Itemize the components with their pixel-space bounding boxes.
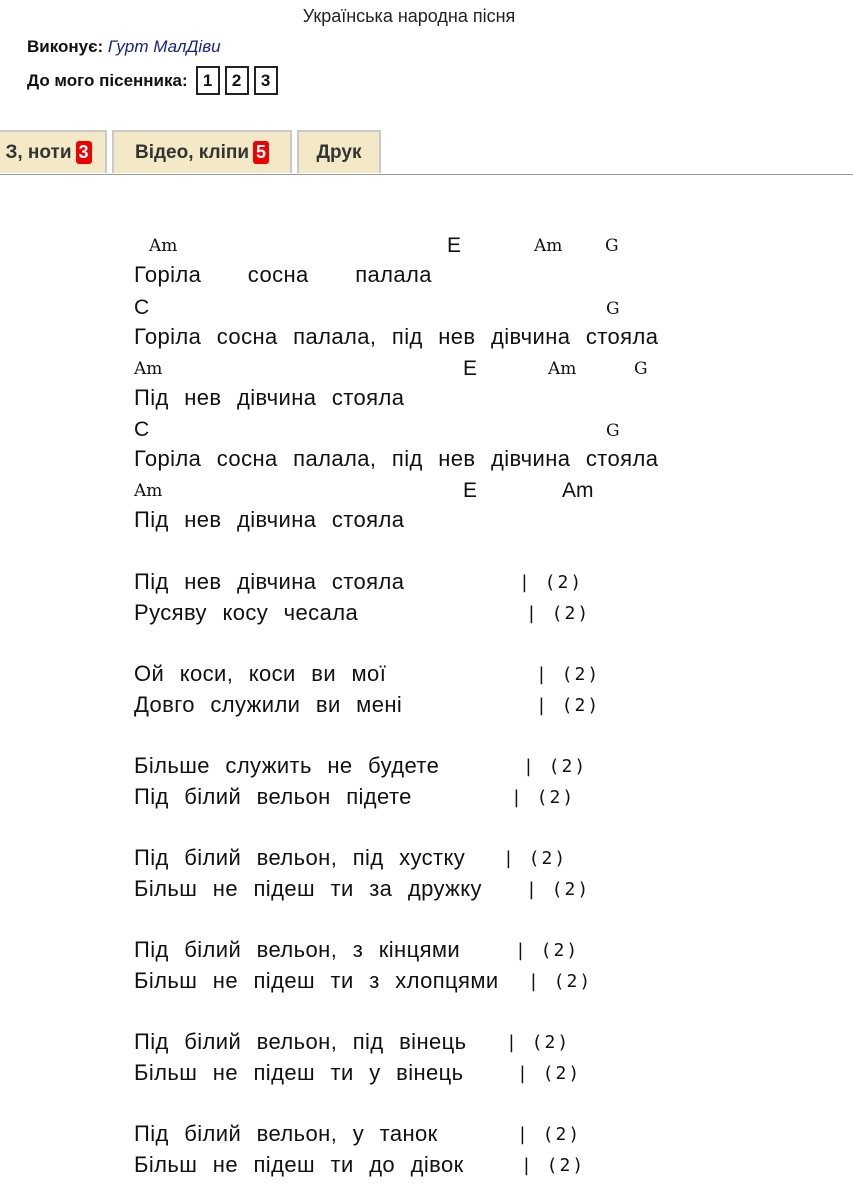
repeat-mark: | (2) <box>517 1063 582 1084</box>
chord: Am <box>134 481 163 501</box>
chord: E <box>447 234 462 257</box>
lyric-line: Під білий вельон, під хустку <box>134 845 466 870</box>
lyric-line: Під білий вельон, під вінець <box>134 1029 467 1054</box>
lyric-line: Під нев дівчина стояла <box>134 569 405 594</box>
lyric-line: Під нев дівчина стояла <box>134 507 405 532</box>
repeat-mark: | (2) <box>526 879 591 900</box>
chord: Am <box>534 236 563 256</box>
repeat-mark: | (2) <box>523 756 588 777</box>
repeat-mark: | (2) <box>517 1124 582 1145</box>
lyric-line: Горіла сосна палала, під нев дівчина стояла <box>134 324 659 349</box>
repeat-mark: | (2) <box>536 695 601 716</box>
songbook-slot-1-button[interactable]: 1 <box>196 66 220 95</box>
repeat-mark: | (2) <box>511 787 576 808</box>
chord-line <box>134 418 620 441</box>
repeat-mark: | (2) <box>521 1155 586 1176</box>
chord-line <box>134 296 620 319</box>
tab-chords-notes-count-badge: 3 <box>76 141 92 164</box>
chord: G <box>606 299 620 319</box>
repeat-mark: | (2) <box>503 848 568 869</box>
lyric-line: Більше служить не будете <box>134 753 440 778</box>
chord: E <box>463 479 478 502</box>
chord: C <box>134 296 150 319</box>
chord: C <box>134 418 150 441</box>
songbook-slot-3-button[interactable]: 3 <box>254 66 278 95</box>
performer-label: Виконує: <box>27 37 104 56</box>
tab-print[interactable] <box>297 130 381 173</box>
lyric-line: Під білий вельон підете <box>134 784 412 809</box>
chord-line <box>134 234 619 258</box>
chord: E <box>463 357 478 380</box>
chord: G <box>606 421 620 441</box>
tab-video[interactable] <box>112 130 292 173</box>
chord: G <box>634 359 648 379</box>
tab-video-count-badge: 5 <box>253 141 269 164</box>
lyric-line: Довго служили ви мені <box>134 692 403 717</box>
chord: Am <box>134 359 163 379</box>
lyric-line: Більш не підеш ти у вінець <box>134 1060 464 1085</box>
repeat-mark: | (2) <box>506 1032 571 1053</box>
lyric-line: Під білий вельон, з кінцями <box>134 937 461 962</box>
lyric-line: Під нев дівчина стояла <box>134 385 405 410</box>
lyric-line: Ой коси, коси ви мої <box>134 661 387 686</box>
songbook-row <box>27 66 278 95</box>
performer-line <box>27 37 221 57</box>
lyric-line: Більш не підеш ти за дружку <box>134 876 482 901</box>
tab-chords-notes-label: З, ноти <box>5 141 72 163</box>
tab-chords-notes[interactable] <box>0 130 107 173</box>
chord: Am <box>149 236 178 256</box>
tab-print-label: Друк <box>316 141 362 163</box>
songbook-slot-2-button[interactable]: 2 <box>225 66 249 95</box>
tab-video-label: Відео, кліпи <box>134 141 250 163</box>
repeat-mark: | (2) <box>536 664 601 685</box>
repeat-mark: | (2) <box>528 971 593 992</box>
lyric-line: Більш не підеш ти з хлопцями <box>134 968 499 993</box>
repeat-mark: | (2) <box>526 603 591 624</box>
chord: Am <box>548 359 577 379</box>
songbook-label: До мого пісенника: <box>27 70 188 90</box>
lyric-line: Горіла сосна палала, під нев дівчина стояла <box>134 446 659 471</box>
lyric-line: Під білий вельон, у танок <box>134 1121 438 1146</box>
lyric-line: Русяву косу чесала <box>134 600 359 625</box>
repeat-mark: | (2) <box>515 940 580 961</box>
chord: Am <box>562 479 594 502</box>
performer-link[interactable]: Гурт МалДіви <box>107 37 221 56</box>
lyric-line: Горіла сосна палала <box>134 262 432 287</box>
repeat-mark: | (2) <box>519 572 584 593</box>
chord: G <box>605 236 619 256</box>
tab-bar <box>0 130 853 175</box>
chord-line <box>134 357 648 381</box>
chord-line <box>134 479 594 503</box>
lyric-line: Більш не підеш ти до дівок <box>134 1152 464 1177</box>
song-subtitle: Українська народна пісня <box>302 6 516 26</box>
